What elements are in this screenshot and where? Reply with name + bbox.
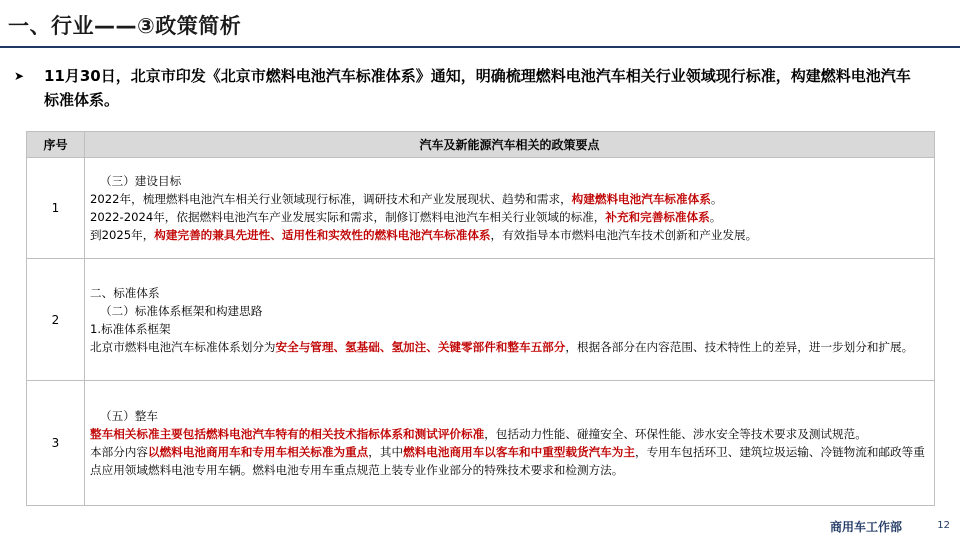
section-heading: 二、标准体系 [90,285,160,300]
title-divider [0,46,960,48]
row-number: 3 [27,381,85,506]
footer-org: 商用车工作部 [829,520,902,534]
text-span: ，有效指导本市燃料电池汽车技术创新和产业发展。 [490,228,758,242]
vehicle-focus-paragraph [90,443,926,479]
arrow-bullet-icon: ➤ [14,69,25,83]
page-number: 12 [937,520,950,531]
highlight-text: 构建燃料电池汽车标准体系 [571,192,711,206]
text-span: 。 [709,210,722,224]
text-span: 。 [710,192,723,206]
summary-text: 11月30日，北京市印发《北京市燃料电池汽车标准体系》通知，明确梳理燃料电池汽车相关行业领域现行标准，构建燃料电池汽车标准体系。 [44,67,911,109]
text-span: ，其中 [368,445,404,459]
goal-2025 [90,226,926,244]
text-span: 本部分内容 [90,445,148,459]
section-heading: （三）建设目标 [100,174,182,188]
text-span: 北京市燃料电池汽车标准体系划分为 [90,339,276,354]
subsection-title: 1.标准体系框架 [90,321,171,336]
highlight-text: 以燃料电池商用车和专用车相关标准为重点 [147,445,369,459]
row-number: 2 [27,259,85,381]
header-policy-points: 汽车及新能源汽车相关的政策要点 [85,132,935,158]
table-row [27,381,935,506]
header-index: 序号 [27,132,85,158]
text-span: 到2025年， [90,228,155,242]
row-content [85,259,935,381]
framework-paragraph [90,338,926,356]
table-row [27,158,935,259]
text-span: ，包括动力性能、碰撞安全、环保性能、涉水安全等技术要求及测试规范。 [484,427,867,441]
text-span: ，专用车包括环卫、建筑垃圾运输、冷链物流和邮政等重点应用领域燃料电池专用车辆。燃料电池专用车重点规范上装专业作业部分的特殊技术要求和检测方法。 [90,445,925,477]
highlight-text: 构建完善的兼具先进性、适用性和实效性的燃料电池汽车标准体系 [154,228,491,242]
highlight-text: 补充和完善标准体系 [605,210,710,224]
subsection-heading: （二）标准体系框架和构建思路 [100,303,263,318]
text-span: 2022年，梳理燃料电池汽车相关行业领域现行标准，调研技术和产业发展现状、趋势和需求， [90,192,572,206]
policy-table [26,131,935,506]
goal-2022-2024 [90,208,926,226]
vehicle-standards-paragraph [90,425,926,443]
text-span: ，根据各部分在内容范围、技术特性上的差异，进一步划分和扩展。 [565,339,914,354]
table-row [27,259,935,381]
highlight-text: 燃料电池商用车以客车和中重型载货汽车为主 [403,445,635,459]
page-title: 一、行业——③政策简析 [8,14,242,38]
goal-2022 [90,190,926,208]
section-heading: （五）整车 [100,409,158,423]
text-span: 2022-2024年，依据燃料电池汽车产业发展实际和需求，制修订燃料电池汽车相关行业领域的标准， [90,210,606,224]
table-header-row [27,132,935,158]
row-content [85,381,935,506]
row-content [85,158,935,259]
highlight-text: 整车相关标准主要包括燃料电池汽车特有的相关技术指标体系和测试评价标准 [90,427,485,441]
highlight-text: 安全与管理、氢基础、氢加注、关键零部件和整车五部分 [275,339,566,354]
row-number: 1 [27,158,85,259]
